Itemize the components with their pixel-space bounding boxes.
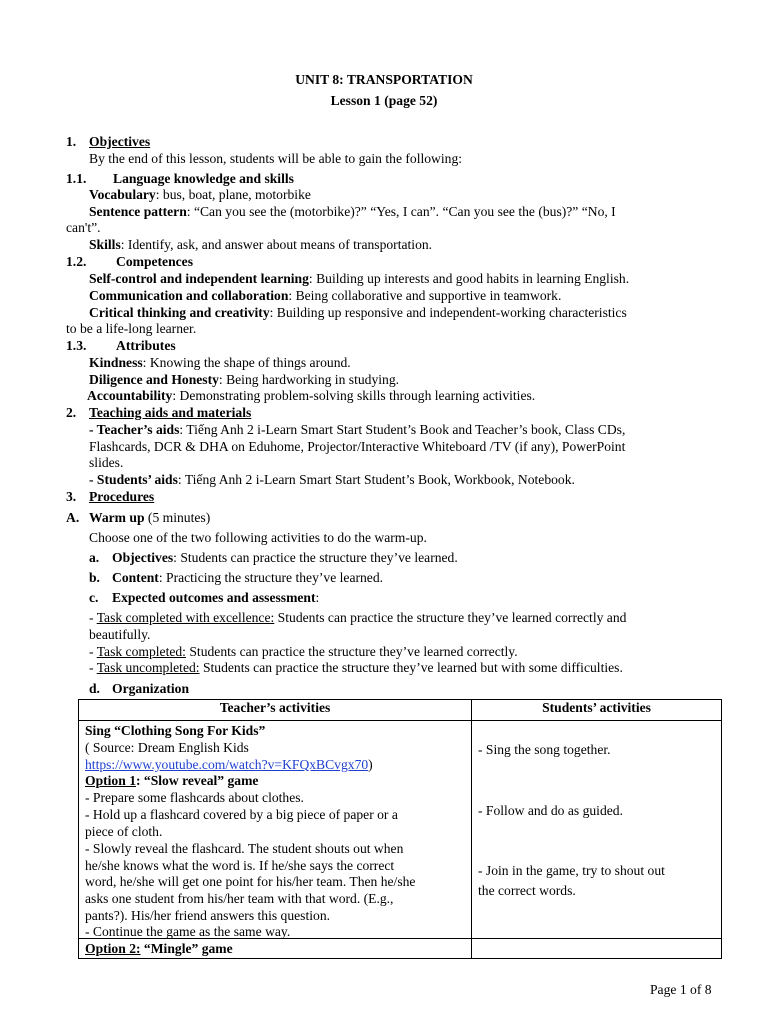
student-aids-line: - Students’ aids: Tiếng Anh 2 i-Learn Smart Start Student’s Book, Workbook, Notebook. bbox=[89, 472, 575, 487]
song-title: Sing “Clothing Song For Kids” bbox=[85, 723, 266, 738]
song-source: ( Source: Dream English Kids bbox=[85, 740, 249, 755]
teacher-step-line: - Hold up a flashcard covered by a big piece of paper or a bbox=[85, 807, 398, 822]
item-d-letter: d. bbox=[89, 681, 100, 696]
warmup-letter: A. bbox=[66, 510, 80, 525]
section-1-2-heading: Competences bbox=[116, 254, 194, 269]
completed-line: - Task completed: Students can practice the structure they’ve learned correctly. bbox=[89, 644, 518, 659]
unit-title: UNIT 8: TRANSPORTATION bbox=[295, 72, 473, 87]
item-b-letter: b. bbox=[89, 570, 100, 585]
teacher-aids-line-2: Flashcards, DCR & DHA on Eduhome, Projector/Interactive Whiteboard /TV (if any), PowerPoint bbox=[89, 439, 626, 454]
item-a-text: Objectives: Students can practice the structure they’ve learned. bbox=[112, 550, 458, 565]
sentence-pattern-line: Sentence pattern: “Can you see the (motorbike)?” “Yes, I can”. “Can you see the (bus)?” “No, I bbox=[89, 204, 616, 219]
teacher-aids-line-3: slides. bbox=[89, 455, 124, 470]
students-activities-header: Students’ activities bbox=[472, 700, 722, 721]
item-c-text: Expected outcomes and assessment: bbox=[112, 590, 320, 605]
teacher-aids-line: - Teacher’s aids: Tiếng Anh 2 i-Learn Smart Start Student’s Book and Teacher’s book, Class CDs, bbox=[89, 422, 626, 437]
student-join-1: - Join in the game, try to shout out bbox=[478, 863, 665, 878]
student-sing: - Sing the song together. bbox=[478, 742, 611, 757]
song-link-line: https://www.youtube.com/watch?v=KFQxBCvgx70) bbox=[85, 757, 373, 772]
critical-thinking-line: Critical thinking and creativity: Building up responsive and independent-working characteristics bbox=[89, 305, 627, 320]
warmup-heading: Warm up (5 minutes) bbox=[89, 510, 211, 525]
option2-students-cell bbox=[472, 939, 722, 959]
accountability-line: Accountability: Demonstrating problem-solving skills through learning activities. bbox=[87, 388, 536, 403]
option2-heading: Option 2: “Mingle” game bbox=[85, 941, 233, 956]
objectives-heading: Objectives bbox=[89, 134, 151, 149]
communication-line: Communication and collaboration: Being collaborative and supportive in teamwork. bbox=[89, 288, 562, 303]
option1-heading: Option 1: “Slow reveal” game bbox=[85, 773, 259, 788]
item-b-text: Content: Practicing the structure they’ve learned. bbox=[112, 570, 384, 585]
kindness-line: Kindness: Knowing the shape of things around. bbox=[89, 355, 351, 370]
section-2-number: 2. bbox=[66, 405, 77, 420]
objectives-intro: By the end of this lesson, students will be able to gain the following: bbox=[89, 151, 463, 166]
student-follow: - Follow and do as guided. bbox=[478, 803, 623, 818]
warmup-choose: Choose one of the two following activities to do the warm-up. bbox=[89, 530, 427, 545]
teacher-activities-cell bbox=[79, 721, 472, 939]
self-control-line: Self-control and independent learning: Building up interests and good habits in learning English. bbox=[89, 271, 630, 286]
teacher-step-line: word, he/she will get one point for his/her team. Then he/she bbox=[85, 874, 416, 889]
item-d-text: Organization bbox=[112, 681, 190, 696]
teacher-step-line: pants?). His/her friend answers this question. bbox=[85, 908, 331, 923]
page-number: Page 1 of 8 bbox=[650, 982, 712, 997]
lesson-title: Lesson 1 (page 52) bbox=[330, 93, 438, 108]
teacher-step-line: piece of cloth. bbox=[85, 824, 163, 839]
teacher-step-line: - Prepare some flashcards about clothes. bbox=[85, 790, 304, 805]
teacher-step-line: - Slowly reveal the flashcard. The student shouts out when bbox=[85, 841, 404, 856]
excellence-line: - Task completed with excellence: Students can practice the structure they’ve learned correctly and bbox=[89, 610, 627, 625]
organization-table bbox=[78, 699, 722, 959]
teacher-activities-header: Teacher’s activities bbox=[79, 700, 472, 721]
section-3-number: 3. bbox=[66, 489, 77, 504]
item-c-letter: c. bbox=[89, 590, 99, 605]
section-1-number: 1. bbox=[66, 134, 77, 149]
critical-thinking-cont: to be a life-long learner. bbox=[66, 321, 197, 336]
section-1-1-heading: Language knowledge and skills bbox=[113, 171, 294, 186]
student-join-2: the correct words. bbox=[478, 883, 576, 898]
section-1-2-number: 1.2. bbox=[66, 254, 87, 269]
aids-heading: Teaching aids and materials bbox=[89, 405, 252, 420]
teacher-step-line: asks one student from his/her team with that word. (E.g., bbox=[85, 891, 394, 906]
table-row bbox=[79, 939, 722, 959]
teacher-step-line: - Continue the game as the same way. bbox=[85, 924, 291, 939]
option2-cell bbox=[79, 939, 472, 959]
excellence-line-2: beautifully. bbox=[89, 627, 151, 642]
teacher-step-line: he/she knows what the word is. If he/she says the correct bbox=[85, 858, 395, 873]
procedures-heading: Procedures bbox=[89, 489, 155, 504]
students-activities-cell bbox=[472, 721, 722, 939]
item-a-letter: a. bbox=[89, 550, 100, 565]
section-1-1-number: 1.1. bbox=[66, 171, 87, 186]
table-row bbox=[79, 721, 722, 939]
vocabulary-line: Vocabulary: bus, boat, plane, motorbike bbox=[89, 187, 311, 202]
section-1-3-number: 1.3. bbox=[66, 338, 87, 353]
table-header-row bbox=[79, 700, 722, 721]
section-1-3-heading: Attributes bbox=[116, 338, 176, 353]
youtube-link[interactable]: https://www.youtube.com/watch?v=KFQxBCvgx70 bbox=[85, 757, 369, 772]
diligence-line: Diligence and Honesty: Being hardworking in studying. bbox=[89, 372, 400, 387]
sentence-pattern-cont: can't”. bbox=[66, 220, 101, 235]
uncompleted-line: - Task uncompleted: Students can practice the structure they’ve learned but with some difficulties. bbox=[89, 660, 623, 675]
skills-line: Skills: Identify, ask, and answer about means of transportation. bbox=[89, 237, 433, 252]
